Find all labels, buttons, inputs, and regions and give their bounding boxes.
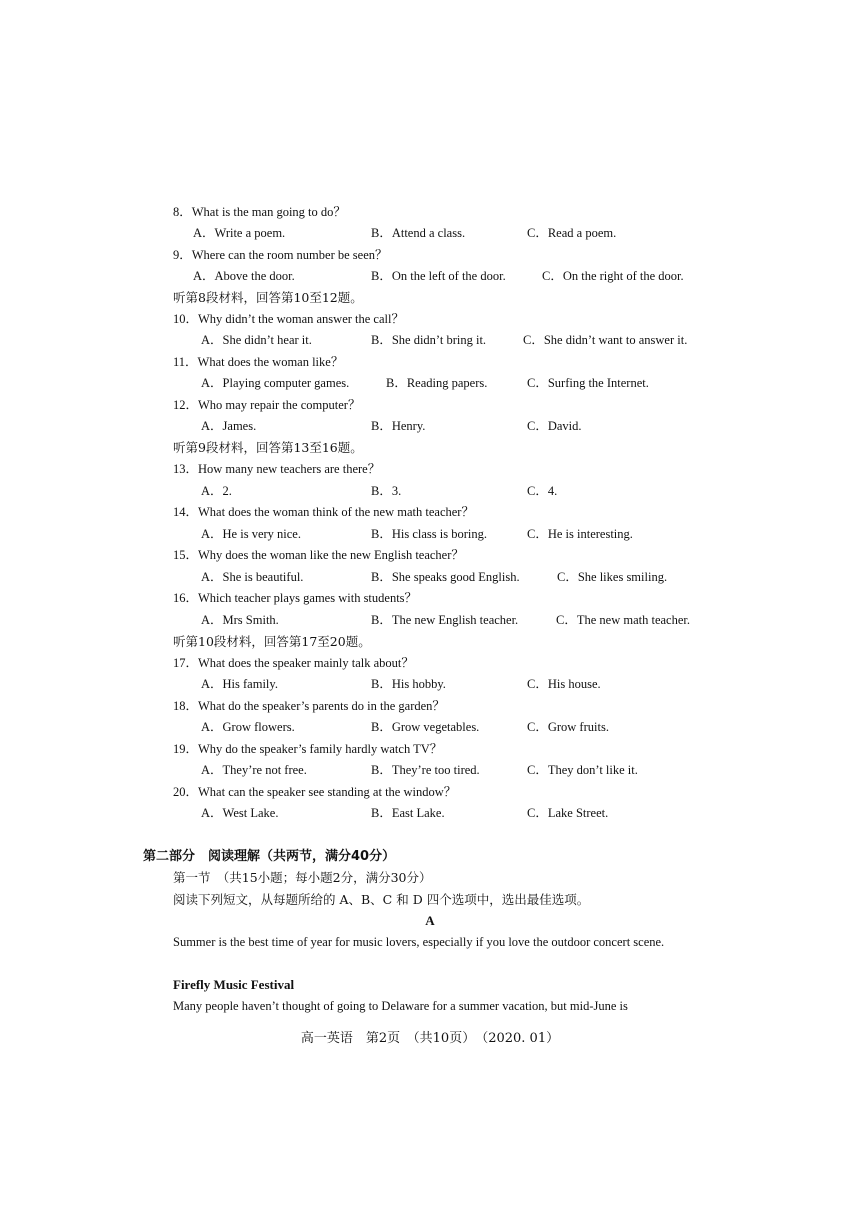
option-20a: A．West Lake.	[201, 806, 279, 820]
passage-paragraph-1: Summer is the best time of year for music lovers, especially if you love the outdoor concert scene.	[173, 935, 665, 949]
option-9a: A．Above the door.	[193, 269, 295, 283]
option-16b: B．The new English teacher.	[371, 613, 519, 627]
option-12a: A．James.	[201, 419, 257, 433]
option-11b: B．Reading papers.	[386, 376, 488, 390]
question-16: 16．Which teacher plays games with students？	[173, 591, 418, 605]
option-8b: B．Attend a class.	[371, 226, 466, 240]
passage-heading: Firefly Music Festival	[173, 977, 295, 992]
option-13c: C．4.	[527, 484, 558, 498]
option-16a: A．Mrs Smith.	[201, 613, 279, 627]
section1-title: 第一节 （共15小题；每小题2分，满分30分）	[173, 870, 432, 885]
option-20b: B．East Lake.	[371, 806, 445, 820]
option-14b: B．His class is boring.	[371, 527, 487, 541]
page-footer: 高一英语 第2页 （共10页） （2020. 01）	[300, 1031, 560, 1046]
option-10c: C．She didn’t want to answer it.	[523, 333, 688, 347]
option-15a: A．She is beautiful.	[201, 570, 304, 584]
question-10: 10．Why didn’t the woman answer the call？	[173, 312, 404, 326]
instruction-segment-10: 听第10段材料，回答第17至20题。	[173, 634, 371, 649]
question-12: 12．Who may repair the computer？	[173, 398, 361, 412]
option-11a: A．Playing computer games.	[201, 376, 350, 390]
question-18: 18．What do the speaker’s parents do in the garden？	[173, 699, 445, 713]
question-9: 9．Where can the room number be seen？	[173, 248, 388, 262]
passage-paragraph-2: Many people haven’t thought of going to Delaware for a summer vacation, but mid-June is	[173, 999, 628, 1013]
question-14: 14．What does the woman think of the new math teacher？	[173, 505, 474, 519]
option-20c: C．Lake Street.	[527, 806, 609, 820]
question-13: 13．How many new teachers are there？	[173, 462, 381, 476]
option-14a: A．He is very nice.	[201, 527, 301, 541]
option-18c: C．Grow fruits.	[527, 720, 609, 734]
option-9b: B．On the left of the door.	[371, 269, 506, 283]
option-10b: B．She didn’t bring it.	[371, 333, 487, 347]
question-20: 20．What can the speaker see standing at the window？	[173, 785, 457, 799]
question-15: 15．Why does the woman like the new English teacher？	[173, 548, 464, 562]
option-9c: C．On the right of the door.	[542, 269, 684, 283]
instruction-segment-9: 听第9段材料，回答第13至16题。	[173, 440, 363, 455]
option-19c: C．They don’t like it.	[527, 763, 638, 777]
option-19a: A．They’re not free.	[201, 763, 307, 777]
option-14c: C．He is interesting.	[527, 527, 633, 541]
option-19b: B．They’re too tired.	[371, 763, 480, 777]
option-12c: C．David.	[527, 419, 582, 433]
question-19: 19．Why do the speaker’s family hardly watch TV？	[173, 742, 443, 756]
question-11: 11．What does the woman like？	[173, 355, 344, 369]
option-8a: A．Write a poem.	[193, 226, 286, 240]
option-13a: A．2.	[201, 484, 232, 498]
question-17: 17．What does the speaker mainly talk about？	[173, 656, 414, 670]
option-17b: B．His hobby.	[371, 677, 446, 691]
option-15c: C．She likes smiling.	[557, 570, 668, 584]
option-13b: B．3.	[371, 484, 402, 498]
option-18b: B．Grow vegetables.	[371, 720, 480, 734]
option-17a: A．His family.	[201, 677, 278, 691]
passage-label: A	[425, 913, 435, 928]
option-10a: A．She didn’t hear it.	[201, 333, 312, 347]
option-18a: A．Grow flowers.	[201, 720, 295, 734]
option-12b: B．Henry.	[371, 419, 426, 433]
reading-directions: 阅读下列短文，从每题所给的 A、B、C 和 D 四个选项中，选出最佳选项。	[173, 892, 590, 907]
option-17c: C．His house.	[527, 677, 601, 691]
option-16c: C．The new math teacher.	[556, 613, 690, 627]
part2-title: 第二部分 阅读理解（共两节，满分40分）	[143, 849, 396, 864]
option-15b: B．She speaks good English.	[371, 570, 520, 584]
instruction-segment-8: 听第8段材料，回答第10至12题。	[173, 290, 363, 305]
question-8: 8．What is the man going to do？	[173, 205, 346, 219]
option-8c: C．Read a poem.	[527, 226, 617, 240]
option-11c: C．Surfing the Internet.	[527, 376, 649, 390]
